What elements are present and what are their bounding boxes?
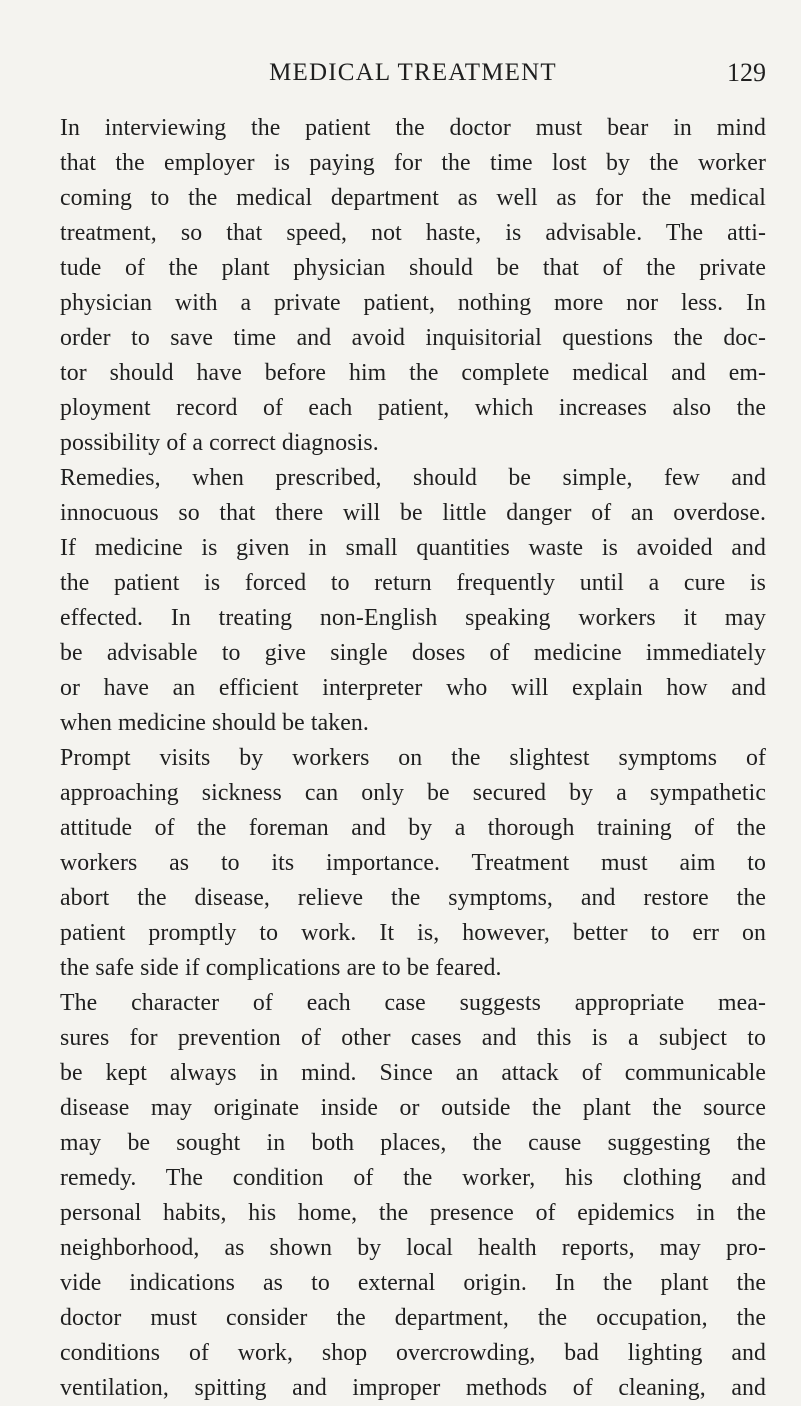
text-line: ventilation, spitting and improper methods of cleaning, and xyxy=(60,1375,766,1401)
text-line: Remedies, when prescribed, should be simple, few and xyxy=(60,465,766,491)
text-line: when medicine should be taken. xyxy=(60,710,369,736)
text-line: vide indications as to external origin. In the plant the xyxy=(60,1270,766,1296)
text-line: remedy. The condition of the worker, his clothing and xyxy=(60,1165,766,1191)
text-line: the patient is forced to return frequently until a cure is xyxy=(60,570,766,596)
text-line: ployment record of each patient, which increases also the xyxy=(60,395,766,421)
page-number: 129 xyxy=(727,58,766,87)
text-line: Prompt visits by workers on the slightest symptoms of xyxy=(60,745,766,771)
text-line: If medicine is given in small quantities waste is avoided and xyxy=(60,535,766,561)
text-line: treatment, so that speed, not haste, is advisable. The atti- xyxy=(60,220,766,246)
chapter-title: MEDICAL TREATMENT xyxy=(269,59,557,86)
text-line: tude of the plant physician should be that of the private xyxy=(60,255,766,281)
text-line: patient promptly to work. It is, however, better to err on xyxy=(60,920,766,946)
text-line: The character of each case suggests appropriate mea- xyxy=(60,990,766,1016)
text-line: or have an efficient interpreter who will explain how and xyxy=(60,675,766,701)
text-line: disease may originate inside or outside the plant the source xyxy=(60,1095,766,1121)
text-line: doctor must consider the department, the occupation, the xyxy=(60,1305,766,1331)
text-line: In interviewing the patient the doctor must bear in mind xyxy=(60,115,766,141)
text-line: innocuous so that there will be little danger of an overdose. xyxy=(60,500,766,526)
text-line: that the employer is paying for the time lost by the worker xyxy=(60,150,766,176)
running-head xyxy=(60,58,766,98)
text-line: personal habits, his home, the presence of epidemics in the xyxy=(60,1200,766,1226)
text-line: conditions of work, shop overcrowding, bad lighting and xyxy=(60,1340,766,1366)
text-line: be kept always in mind. Since an attack of communicable xyxy=(60,1060,766,1086)
text-line: abort the disease, relieve the symptoms, and restore the xyxy=(60,885,766,911)
text-line: workers as to its importance. Treatment must aim to xyxy=(60,850,766,876)
text-line: be advisable to give single doses of medicine immediately xyxy=(60,640,766,666)
text-line: may be sought in both places, the cause suggesting the xyxy=(60,1130,766,1156)
text-line: sures for prevention of other cases and this is a subject to xyxy=(60,1025,766,1051)
text-line: coming to the medical department as well as for the medical xyxy=(60,185,766,211)
text-line: order to save time and avoid inquisitorial questions the doc- xyxy=(60,325,766,351)
text-line: possibility of a correct diagnosis. xyxy=(60,430,379,456)
body-text xyxy=(60,111,766,1406)
text-line: neighborhood, as shown by local health reports, may pro- xyxy=(60,1235,766,1261)
text-line: the safe side if complications are to be feared. xyxy=(60,955,502,981)
text-line: approaching sickness can only be secured by a sympathetic xyxy=(60,780,766,806)
text-line: effected. In treating non-English speaking workers it may xyxy=(60,605,766,631)
text-line: tor should have before him the complete medical and em- xyxy=(60,360,766,386)
text-line: attitude of the foreman and by a thorough training of the xyxy=(60,815,766,841)
text-line: physician with a private patient, nothing more nor less. In xyxy=(60,290,766,316)
